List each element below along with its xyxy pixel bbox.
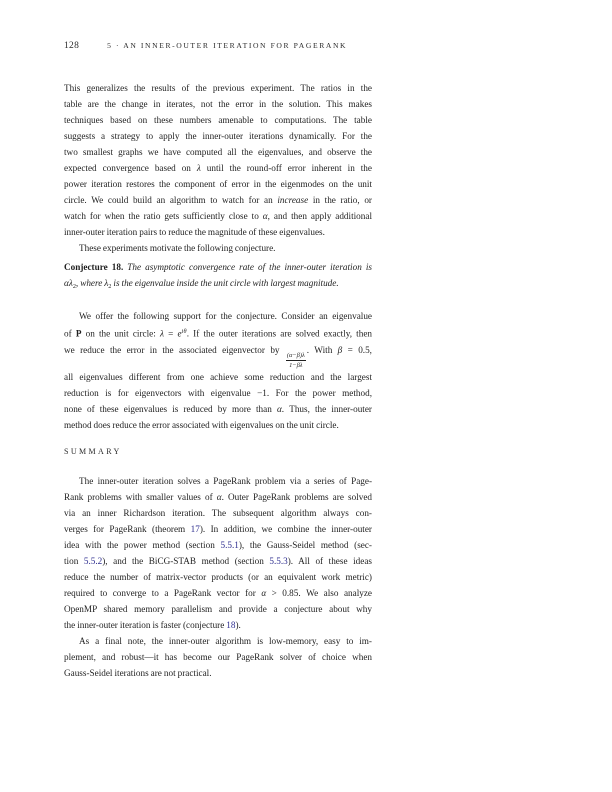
- text-line: reduce the number of matrix-vector products (or an equivalent work metric): [64, 572, 372, 582]
- text-line: These experiments motivate the following conjecture.: [79, 243, 276, 253]
- text-line: This generalizes the results of the previous experiment. The ratios in the: [64, 83, 372, 93]
- text-line: We offer the following support for the conjecture. Consider an eigenvalue: [79, 311, 372, 321]
- para-experiments-motivate: [64, 240, 372, 256]
- text-line: Gauss-Seidel iterations are not practical.: [64, 668, 212, 678]
- para-conjecture-support: [64, 308, 372, 433]
- para-final-note: [64, 633, 372, 681]
- text-segment: λ: [196, 163, 201, 173]
- text-segment: is the eigenvalue inside the unit circle with largest magnitude.: [111, 278, 339, 288]
- text-segment: increase: [277, 195, 309, 205]
- para-ratios-discussion: [64, 80, 372, 240]
- text-line: [64, 275, 372, 295]
- text-line: inner-outer iteration pairs to reduce the magnitude of these eigenvalues.: [64, 227, 325, 237]
- text-segment: β: [337, 344, 343, 355]
- text-column: [64, 41, 372, 681]
- text-line: watch for when the ratio gets sufficiently close to α, and then apply additional: [64, 211, 372, 221]
- text-line: via an inner Richardson iteration. The subsequent algorithm always con-: [64, 508, 372, 518]
- chapter-title: 5 · AN INNER-OUTER ITERATION FOR PAGERANK: [107, 41, 348, 50]
- text-segment: α: [262, 211, 268, 221]
- text-segment: αλ: [64, 278, 73, 288]
- running-header: [64, 41, 372, 51]
- text-line: idea with the power method (section 5.5.1), the Gauss-Seidel method (sec-: [64, 540, 372, 550]
- text-line: the inner-outer iteration is faster (conjecture 18).: [64, 620, 241, 630]
- text-line: circle. We could build an algorithm to watch for an increase in the ratio, or: [64, 195, 372, 205]
- text-line: verges for PageRank (theorem 17). In addition, we combine the inner-outer: [64, 524, 372, 534]
- text-line: reduction is for eigenvectors with eigenvalue −1. For the power method,: [64, 388, 372, 398]
- cross-reference-link[interactable]: 18: [226, 620, 236, 630]
- text-line: expected convergence based on λ until the round-off error inherent in the: [64, 163, 372, 173]
- cross-reference-link[interactable]: 17: [190, 524, 200, 534]
- para-summary-overview: [64, 473, 372, 633]
- cross-reference-link[interactable]: 5.5.2: [83, 556, 103, 566]
- text-line: plement, and robust—it has become our PageRank solver of choice when: [64, 652, 372, 662]
- text-segment: iθ: [181, 328, 187, 335]
- text-line: table are the change in iterates, not the error in the solution. This makes: [64, 99, 372, 109]
- text-line: tion 5.5.2), and the BiCG-STAB method (section 5.5.3). All of these ideas: [64, 556, 372, 566]
- text-segment: 2: [72, 283, 76, 290]
- cross-reference-link[interactable]: 5.5.1: [220, 540, 239, 550]
- cross-reference-link[interactable]: 5.5.3: [269, 556, 288, 566]
- text-segment: e: [177, 328, 182, 339]
- page-number: 128: [64, 41, 80, 51]
- text-line: method does reduce the error associated with eigenvalues on the unit circle.: [64, 420, 339, 430]
- text-line: none of these eigenvalues is reduced by more than α. Thus, the inner-outer: [64, 404, 372, 414]
- text-line: Rank problems with smaller values of α. Outer PageRank problems are solved: [64, 492, 372, 502]
- text-line: of P on the unit circle: $\lambda = e^{i\theta}$. If the outer iterations are solved exactly, then: [64, 328, 372, 339]
- text-segment: 2: [108, 283, 112, 290]
- text-line: [64, 259, 372, 275]
- text-line: techniques based on these numbers amenable to computations. The table: [64, 115, 372, 125]
- text-line: OpenMP shared memory parallelism and provide a conjecture about why: [64, 604, 372, 614]
- text-line: suggests a strategy to apply the inner-outer iterations dynamically. For the: [64, 131, 372, 141]
- text-line: power iteration restores the component of error in the eigenmodes on the unit: [64, 179, 372, 189]
- inline-fraction: $\frac{(\alpha-\beta)\lambda}{1-\beta\lambda}$: [286, 352, 305, 369]
- text-line: required to converge to a PageRank vector for α > 0.85. We also analyze: [64, 588, 372, 598]
- summary-section-heading: SUMMARY: [64, 447, 122, 456]
- text-segment: Conjecture 18.: [64, 262, 124, 272]
- text-segment: α: [261, 588, 267, 598]
- text-segment: α: [216, 492, 222, 502]
- document-body: [64, 80, 372, 681]
- text-line: two smallest graphs we have computed all the eigenvalues, and observe the: [64, 147, 372, 157]
- text-segment: The asymptotic convergence rate of the inner-outer iteration is: [123, 262, 372, 272]
- text-segment: P: [75, 328, 82, 339]
- text-line: we reduce the error in the associated eigenvector by $\frac{(\alpha-\beta)\lambda}{1-\beta\lambda}$ . With β = 0.5,: [64, 344, 372, 369]
- text-line: As a final note, the inner-outer algorithm is low-memory, easy to im-: [79, 636, 372, 646]
- text-line: all eigenvalues different from one achieve some reduction and the largest: [64, 372, 372, 382]
- text-segment: α: [276, 404, 282, 414]
- text-line: The inner-outer iteration solves a PageRank problem via a series of Page-: [79, 476, 372, 486]
- conjecture-18: [64, 259, 372, 295]
- text-segment: λ: [159, 328, 164, 339]
- text-segment: , where λ: [75, 278, 109, 288]
